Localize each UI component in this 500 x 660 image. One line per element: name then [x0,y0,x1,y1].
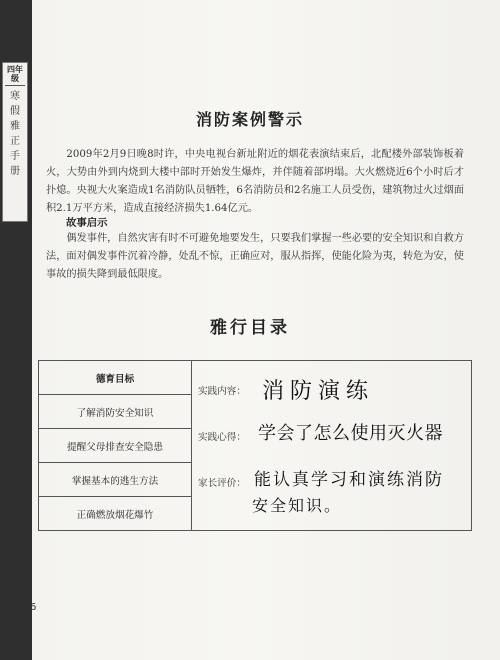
insight-paragraph: 偶发事件，自然灾害有时不可避免地要发生，只要我们掌握一些必要的安全知识和自救方法，面对偶发事件沉着冷静，处乱不惊，正确应对，服从指挥，使能化险为夷，转危为安，使事故的损失降到最低限度。 [46,233,464,280]
experience-value: 学会了怎么使用灭火器 [258,423,443,444]
parent-evaluation-label: 家长评价： [198,478,246,489]
series-char: 册 [10,166,20,177]
case-paragraph: 2009年2月9日晚8时许，中央电视台新址附近的烟花表演结束后，北配楼外部装饰板着火，大势由外到内烧到大楼中部时开始发生爆炸，并伴随着部坍塌。大火燃烧近6个小时后才扑熄。央视大火案造成1名消防队员牺牲，6名消防员和2名施工人员受伤，建筑物过火过烟面积2.1万平方米，造成直接经济损失1.64亿元。 [46,149,464,214]
record-table [38,360,472,531]
experience-label: 实践心得： [198,432,246,443]
series-char: 寒 [10,91,20,102]
goal-header: 德育目标 [39,361,192,395]
practice-content-label: 实践内容： [198,386,246,397]
spine-divider [5,85,25,86]
goal-item: 正确燃放烟花爆竹 [39,497,192,531]
practice-content-value: 消防演练 [262,379,375,404]
record-title: 雅行目录 [210,318,290,338]
spine-tab [2,62,28,222]
page-number: 6 [30,602,37,613]
grade-label: 四年级 [7,65,23,83]
insight-heading: 故事启示 [66,217,108,229]
goal-item: 了解消防安全知识 [39,395,192,429]
series-char: 手 [10,151,20,162]
series-char: 正 [10,136,20,147]
practice-record-cell [192,361,472,531]
parent-evaluation-line2: 安全知识。 [252,496,343,515]
series-char: 假 [10,106,20,117]
case-title: 消防案例警示 [195,110,304,129]
goal-item: 掌握基本的逃生方法 [39,463,192,497]
series-title [5,89,25,179]
goal-item: 提醒父母排查安全隐患 [39,429,192,463]
book-spine [0,0,32,660]
series-char: 雅 [10,121,20,132]
parent-evaluation-line1: 能认真学习和演练消防 [254,470,444,490]
